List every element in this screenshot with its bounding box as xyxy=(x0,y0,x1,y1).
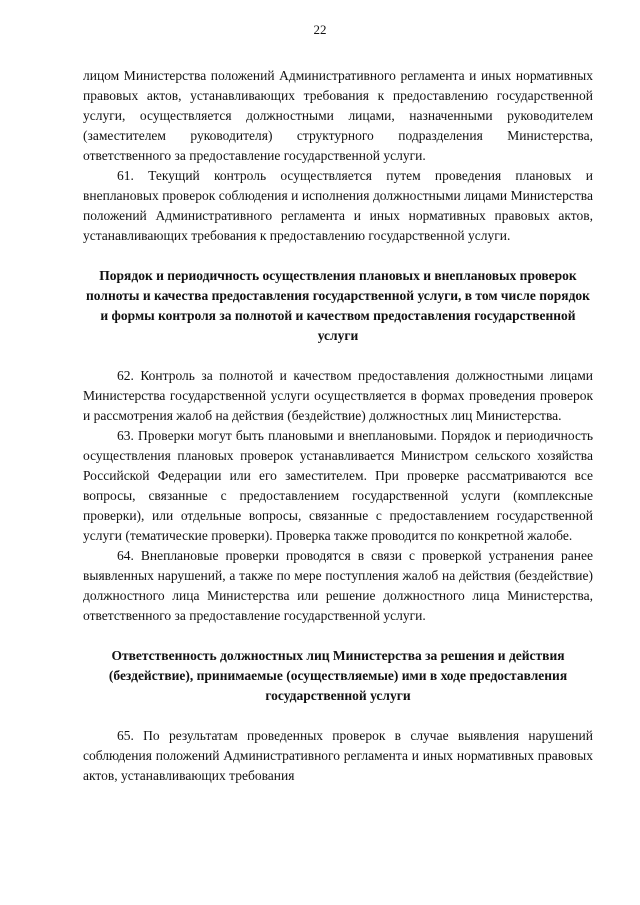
paragraph-continuation: лицом Министерства положений Административного регламента и иных нормативных правовых актов, устанавливающих требования к предоставлению государственной услуги, осуществляется должностными лицами, назначенными руководителем (заместителем руководителя) структурного подразделения Министерства, ответственного за предоставление государственной услуги. xyxy=(83,68,593,163)
paragraph-62: 62. Контроль за полнотой и качеством предоставления должностными лицами Министерства государственной услуги осуществляется в формах проведения проверок и рассмотрения жалоб на действия (бездействие) должностных лиц Министерства. xyxy=(83,368,593,423)
paragraph-63: 63. Проверки могут быть плановыми и внеплановыми. Порядок и периодичность осуществления плановых проверок устанавливается Министром сельского хозяйства Российской Федерации или его заместителем. При проверке рассматриваются все вопросы, связанные с предоставлением государственной услуги (комплексные проверки), или отдельные вопросы, связанные с предоставлением государственной услуги (тематические проверки). Проверка также проводится по конкретной жалобе. xyxy=(83,428,593,543)
section-heading-control-procedure: Порядок и периодичность осуществления плановых и внеплановых проверок полноты и качества предоставления государственной услуги, в том числе порядок и формы контроля за полнотой и качеством предоставления государственной услуги xyxy=(86,268,590,343)
section-heading-responsibility: Ответственность должностных лиц Министерства за решения и действия (бездействие), принимаемые (осуществляемые) ими в ходе предоставления государственной услуги xyxy=(108,648,568,703)
paragraph-61: 61. Текущий контроль осуществляется путем проведения плановых и внеплановых проверок соблюдения и исполнения должностными лицами Министерства положений Административного регламента и иных нормативных правовых актов, устанавливающих требования к предоставлению государственной услуги. xyxy=(83,168,593,243)
paragraph-65: 65. По результатам проведенных проверок в случае выявления нарушений соблюдения положений Административного регламента и иных нормативных правовых актов, устанавливающих требования xyxy=(83,728,593,783)
paragraph-64: 64. Внеплановые проверки проводятся в связи с проверкой устранения ранее выявленных нарушений, а также по мере поступления жалоб на действия (бездействие) должностного лица Министерства или решение должностного лица Министерства, ответственного за предоставление государственной услуги. xyxy=(83,548,593,623)
document-body xyxy=(83,66,593,786)
page-number: 22 xyxy=(313,22,327,37)
